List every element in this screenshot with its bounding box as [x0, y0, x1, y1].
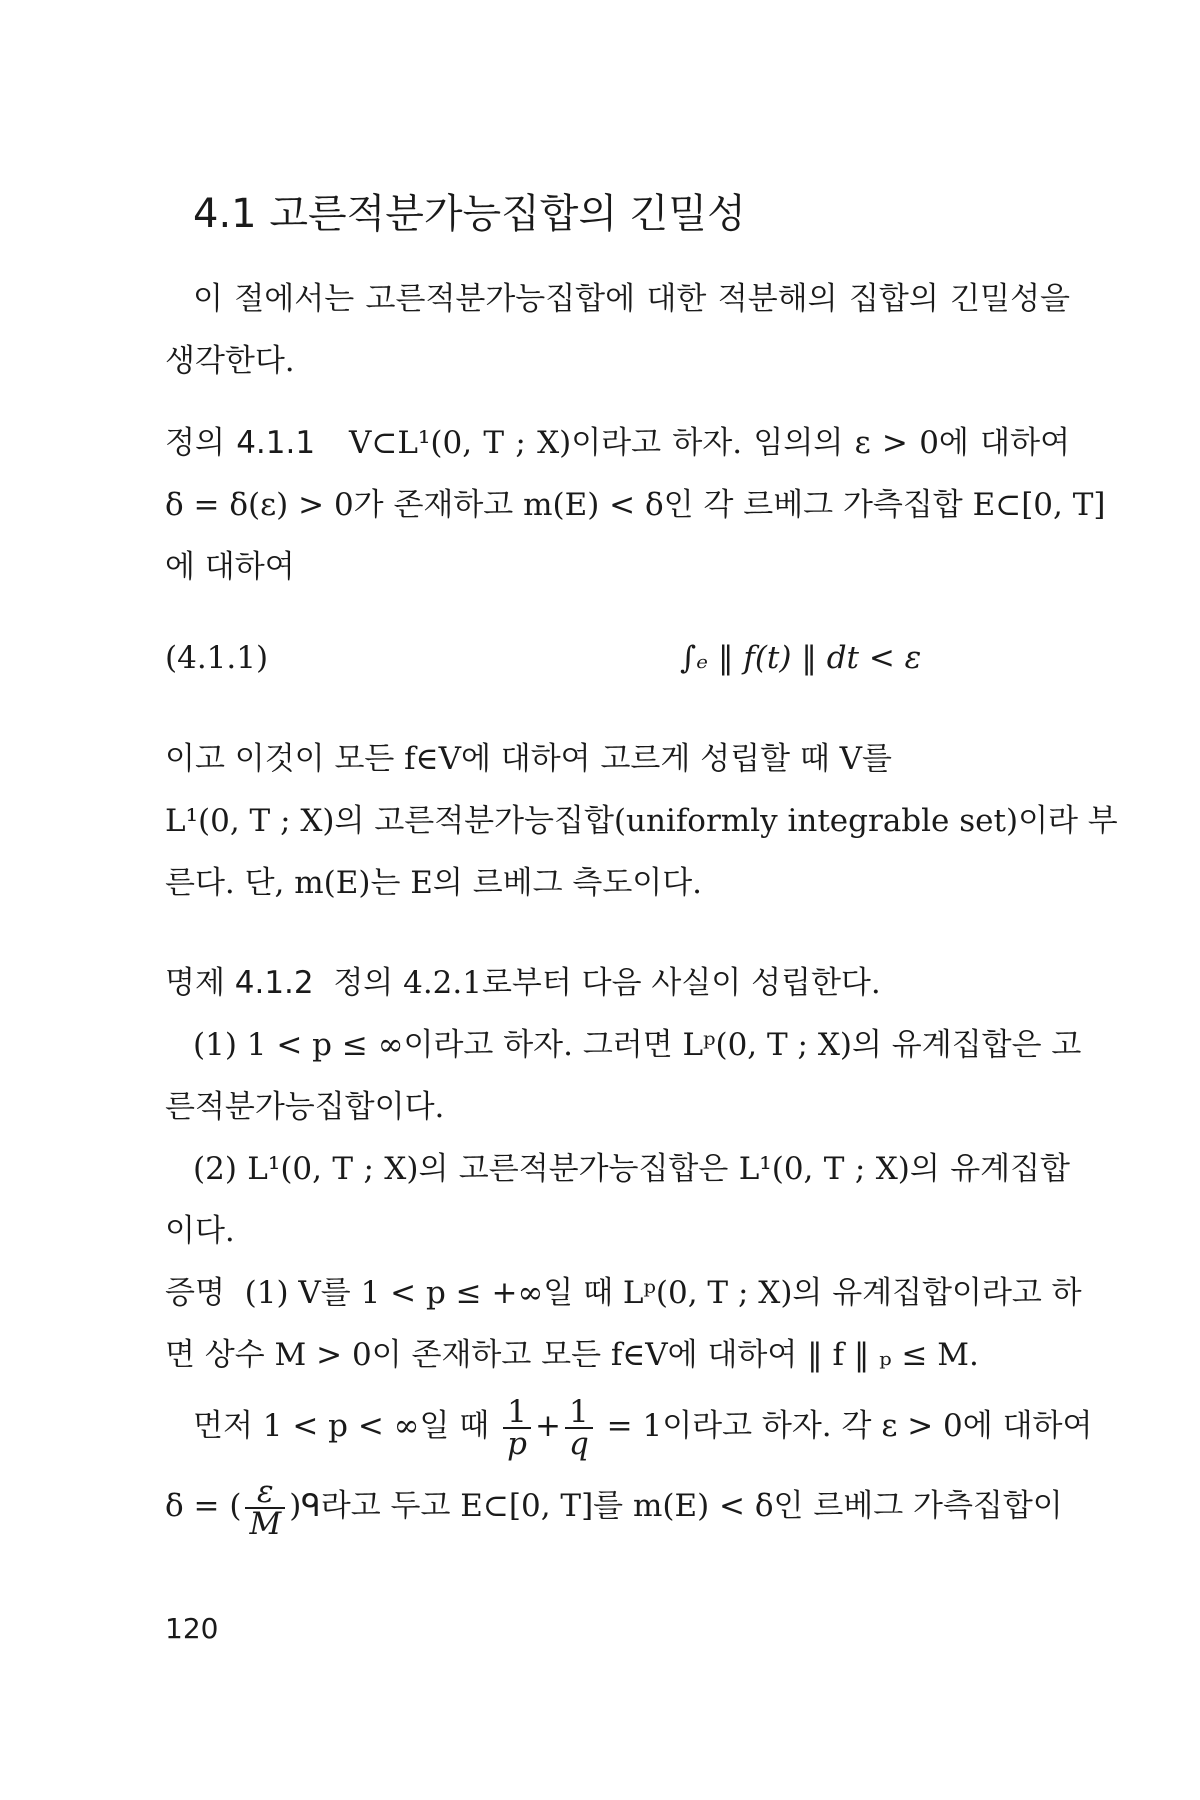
proof-line-4 — [165, 1466, 1070, 1546]
fraction-1-over-p — [503, 1393, 531, 1462]
proof-line-3-start: 먼저 1 < p < ∞일 때 — [193, 1408, 490, 1444]
proposition-item-1-line-1: (1) 1 < p ≤ ∞이라고 하자. 그러면 Lᵖ(0, T ; X)의 유계집합은 고 — [193, 1027, 1082, 1063]
proposition-text: 정의 4.2.1로부터 다음 사실이 성립한다. — [333, 965, 881, 1001]
proof-block — [165, 1262, 1093, 1546]
fraction-2-numerator: 1 — [565, 1397, 593, 1429]
proposition-label: 명제 4.1.2 — [165, 965, 314, 1001]
proposition-item-1-line-2: 른적분가능집합이다. — [165, 1089, 445, 1125]
fraction-2-denominator: q — [568, 1425, 589, 1462]
intro-line-1: 이 절에서는 고른적분가능집합에 대한 적분해의 집합의 긴밀성을 — [193, 281, 1070, 317]
proof-line-4-start: δ = ( — [165, 1488, 242, 1524]
definition-label: 정의 4.1.1 — [165, 425, 316, 461]
fraction-1-denominator: p — [507, 1425, 527, 1462]
equation-body: ∫ₑ ‖ f(t) ‖ dt < ε — [680, 640, 922, 676]
intro-line-2: 생각한다. — [165, 343, 295, 379]
proof-text-1: (1) V를 1 < p ≤ +∞일 때 Lᵖ(0, T ; X)의 유계집합이라고 하 — [244, 1275, 1082, 1311]
section-title: 4.1 고른적분가능집합의 긴밀성 — [193, 191, 746, 237]
page-number: 120 — [165, 1612, 219, 1645]
definition-line-1 — [165, 412, 1070, 474]
proposition-item-2-line-2: 이다. — [165, 1213, 235, 1249]
proposition-block — [165, 952, 1082, 1262]
definition-line-2: δ = δ(ε) > 0가 존재하고 m(E) < δ인 각 르베그 가측집합 E⊂[0, T] — [165, 487, 1106, 523]
after-def-line-3: 른다. 단, m(E)는 E의 르베그 측도이다. — [165, 865, 703, 901]
proof-line-3 — [165, 1386, 1093, 1466]
definition-block — [165, 412, 1106, 598]
proof-line-4-end: )ᑫ라고 두고 E⊂[0, T]를 m(E) < δ인 르베그 가측집합이 — [289, 1488, 1063, 1524]
equation-number: (4.1.1) — [165, 640, 269, 676]
after-def-line-1: 이고 이것이 모든 f∈V에 대하여 고르게 성립할 때 V를 — [165, 741, 892, 777]
fraction-1-numerator: 1 — [503, 1397, 531, 1429]
definition-line-3: 에 대하여 — [165, 549, 295, 585]
after-def-line-2: L¹(0, T ; X)의 고른적분가능집합(uniformly integrable set)이라 부 — [165, 803, 1118, 839]
equation-4-1-1 — [165, 630, 1070, 700]
proof-line-1 — [165, 1262, 1082, 1324]
proof-line-3-end: = 1이라고 하자. 각 ε > 0에 대하여 — [606, 1408, 1093, 1444]
proof-line-2: 면 상수 M > 0이 존재하고 모든 f∈V에 대하여 ‖ f ‖ ₚ ≤ M. — [165, 1337, 979, 1373]
proof-label: 증명 — [165, 1275, 225, 1311]
fraction-3-denominator: M — [249, 1505, 282, 1542]
proposition-item-2-line-1: (2) L¹(0, T ; X)의 고른적분가능집합은 L¹(0, T ; X)의 유계집합 — [193, 1151, 1070, 1187]
proposition-line-1 — [165, 952, 1070, 1014]
intro-paragraph — [165, 268, 1070, 392]
fraction-3-numerator: ε — [245, 1477, 285, 1509]
fraction-1-over-q — [565, 1393, 593, 1462]
definition-continuation — [165, 728, 1118, 914]
definition-text-1: V⊂L¹(0, T ; X)이라고 하자. 임의의 ε > 0에 대하여 — [349, 425, 1071, 461]
fraction-epsilon-over-m — [245, 1473, 285, 1542]
plus-sign: + — [534, 1408, 561, 1444]
